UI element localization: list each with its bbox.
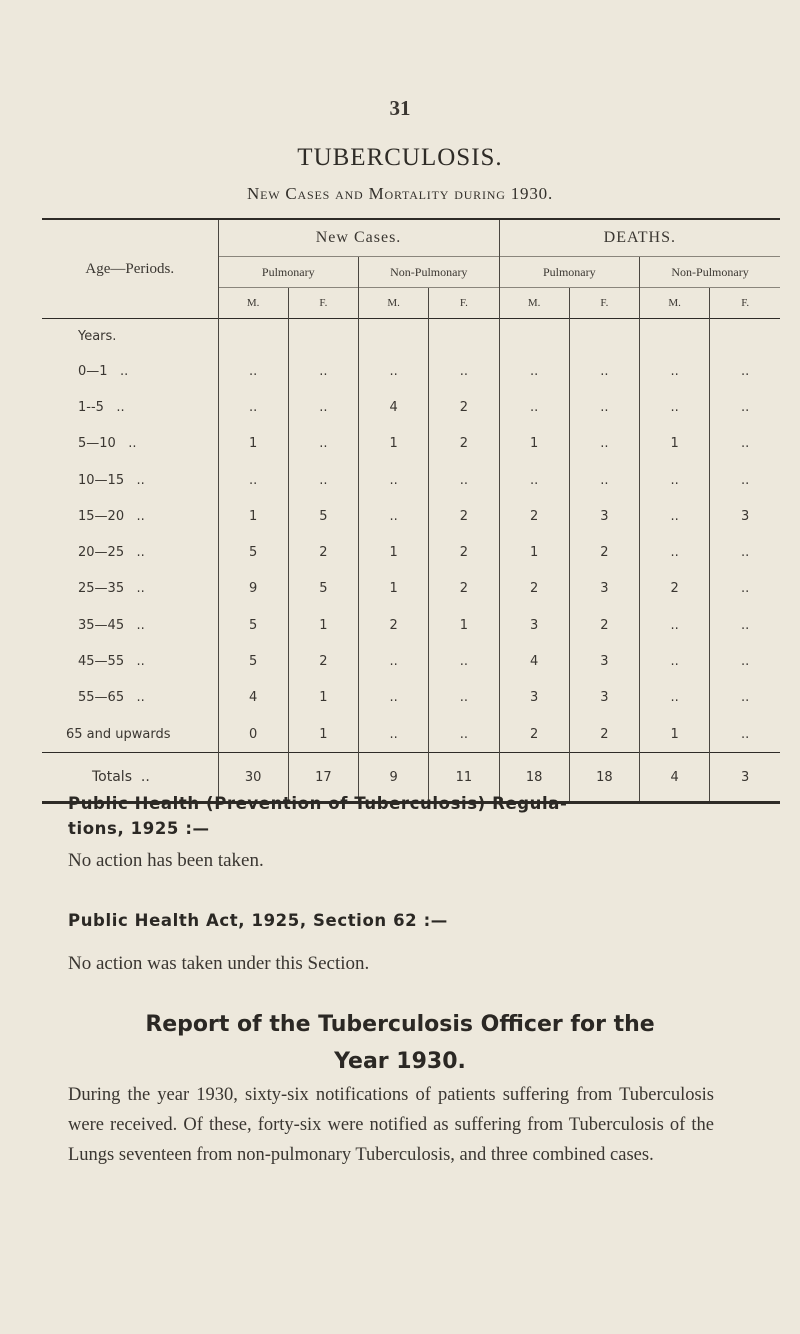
value-cell: 2 xyxy=(569,534,639,570)
sex-header: M. xyxy=(359,288,429,319)
value-cell: .. xyxy=(640,643,710,679)
value-cell: 2 xyxy=(429,534,499,570)
value-cell: .. xyxy=(569,426,639,462)
value-cell: 5 xyxy=(218,607,288,643)
table-row xyxy=(42,426,780,462)
new-cases-header: New Cases. xyxy=(218,219,499,257)
value-cell: 3 xyxy=(569,680,639,716)
value-cell: 2 xyxy=(499,498,569,534)
value-cell: 3 xyxy=(499,607,569,643)
value-cell: 2 xyxy=(429,426,499,462)
value-cell: 2 xyxy=(640,571,710,607)
value-cell: 4 xyxy=(218,680,288,716)
value-cell: .. xyxy=(710,353,780,389)
sex-header: F. xyxy=(429,288,499,319)
value-cell: .. xyxy=(288,353,358,389)
value-cell: 2 xyxy=(569,716,639,753)
value-cell: 1 xyxy=(499,534,569,570)
total-cell: 17 xyxy=(288,753,358,803)
table-row xyxy=(42,680,780,716)
value-cell: .. xyxy=(429,643,499,679)
value-cell: .. xyxy=(359,643,429,679)
value-cell: 2 xyxy=(288,643,358,679)
value-cell: .. xyxy=(710,389,780,425)
value-cell: 1 xyxy=(288,716,358,753)
age-period-cell: 1--5 .. xyxy=(78,399,125,415)
value-cell: .. xyxy=(499,353,569,389)
report-title: Report of the Tuberculosis Officer for the Year 1930. xyxy=(145,1012,655,1074)
deaths-header: DEATHS. xyxy=(499,219,780,257)
table-row xyxy=(42,498,780,534)
value-cell: 1 xyxy=(288,680,358,716)
value-cell: .. xyxy=(499,462,569,498)
value-cell: 2 xyxy=(429,571,499,607)
value-cell: 2 xyxy=(499,571,569,607)
total-cell: 11 xyxy=(429,753,499,803)
years-label: Years. xyxy=(42,319,218,354)
table-subtitle: New Cases and Mortality during 1930. xyxy=(247,184,553,203)
table-body xyxy=(42,319,780,753)
value-cell: .. xyxy=(710,716,780,753)
sex-header: M. xyxy=(499,288,569,319)
value-cell: .. xyxy=(218,353,288,389)
value-cell: .. xyxy=(710,534,780,570)
value-cell: .. xyxy=(640,534,710,570)
value-cell: .. xyxy=(640,498,710,534)
value-cell: .. xyxy=(288,462,358,498)
value-cell: 2 xyxy=(499,716,569,753)
age-period-cell: 10—15 .. xyxy=(78,472,145,488)
sex-header: F. xyxy=(569,288,639,319)
value-cell: .. xyxy=(499,389,569,425)
value-cell: 1 xyxy=(288,607,358,643)
value-cell: 2 xyxy=(569,607,639,643)
sex-header: M. xyxy=(640,288,710,319)
value-cell: .. xyxy=(710,571,780,607)
value-cell: .. xyxy=(429,353,499,389)
age-period-cell: 55—65 .. xyxy=(78,690,145,706)
age-period-cell: 65 and upwards xyxy=(66,726,171,742)
total-cell: 18 xyxy=(499,753,569,803)
value-cell: 3 xyxy=(569,498,639,534)
act-text: No action was taken under this Section. xyxy=(68,953,370,974)
value-cell: 3 xyxy=(710,498,780,534)
value-cell: .. xyxy=(359,353,429,389)
value-cell: .. xyxy=(569,353,639,389)
value-cell: 5 xyxy=(218,643,288,679)
value-cell: .. xyxy=(288,426,358,462)
subgroup-header: Non-Pulmonary xyxy=(359,257,500,288)
table-row xyxy=(42,353,780,389)
subgroup-header: Pulmonary xyxy=(218,257,359,288)
value-cell: 3 xyxy=(499,680,569,716)
years-row xyxy=(42,319,780,354)
value-cell: 1 xyxy=(359,426,429,462)
value-cell: .. xyxy=(569,462,639,498)
value-cell: .. xyxy=(640,389,710,425)
total-cell: 4 xyxy=(640,753,710,803)
value-cell: 1 xyxy=(429,607,499,643)
value-cell: .. xyxy=(218,462,288,498)
value-cell: 4 xyxy=(359,389,429,425)
table-row xyxy=(42,534,780,570)
value-cell: .. xyxy=(640,462,710,498)
value-cell: .. xyxy=(640,353,710,389)
age-period-cell: 25—35 .. xyxy=(78,581,145,597)
value-cell: 1 xyxy=(640,716,710,753)
value-cell: 2 xyxy=(288,534,358,570)
age-period-cell: 45—55 .. xyxy=(78,654,145,670)
value-cell: 1 xyxy=(359,534,429,570)
value-cell: 1 xyxy=(359,571,429,607)
sex-header: F. xyxy=(288,288,358,319)
table-row xyxy=(42,571,780,607)
value-cell: 9 xyxy=(218,571,288,607)
value-cell: .. xyxy=(710,643,780,679)
value-cell: 1 xyxy=(499,426,569,462)
value-cell: .. xyxy=(710,462,780,498)
value-cell: .. xyxy=(359,462,429,498)
value-cell: .. xyxy=(429,462,499,498)
age-period-cell: 15—20 .. xyxy=(78,508,145,524)
subgroup-header: Pulmonary xyxy=(499,257,640,288)
value-cell: .. xyxy=(569,389,639,425)
page-title: TUBERCULOSIS. xyxy=(297,144,503,171)
table-row xyxy=(42,389,780,425)
value-cell: .. xyxy=(710,426,780,462)
age-period-cell: 20—25 .. xyxy=(78,545,145,561)
value-cell: 5 xyxy=(218,534,288,570)
table-row xyxy=(42,462,780,498)
value-cell: 3 xyxy=(569,643,639,679)
regulations-heading: Public Health (Prevention of Tuberculosis) Regula- tions, 1925 :— xyxy=(68,794,568,838)
totals-label: Totals .. xyxy=(42,753,218,803)
value-cell: .. xyxy=(429,716,499,753)
report-body: During the year 1930, sixty-six notifications of patients suffering from Tuberculosis were received. Of these, forty-six were notified as suffering from Tuberculosis of the Lungs seventeen from non-pulmonary Tuberculosis, and three combined cases. xyxy=(68,1085,714,1165)
value-cell: 2 xyxy=(429,498,499,534)
age-period-cell: 5—10 .. xyxy=(78,436,137,452)
table-row xyxy=(42,716,780,753)
age-period-cell: 35—45 .. xyxy=(78,617,145,633)
table-row xyxy=(42,607,780,643)
regulations-text: No action has been taken. xyxy=(68,850,264,871)
sex-header: M. xyxy=(218,288,288,319)
value-cell: 1 xyxy=(218,426,288,462)
total-cell: 18 xyxy=(569,753,639,803)
subgroup-header: Non-Pulmonary xyxy=(640,257,781,288)
value-cell: 3 xyxy=(569,571,639,607)
value-cell: 1 xyxy=(640,426,710,462)
total-cell: 3 xyxy=(710,753,780,803)
tuberculosis-table-container xyxy=(42,218,780,804)
total-cell: 9 xyxy=(359,753,429,803)
value-cell: .. xyxy=(359,680,429,716)
value-cell: .. xyxy=(640,607,710,643)
value-cell: 2 xyxy=(429,389,499,425)
sex-header: F. xyxy=(710,288,780,319)
page-number: 31 xyxy=(389,96,411,120)
value-cell: .. xyxy=(359,716,429,753)
value-cell: .. xyxy=(710,680,780,716)
value-cell: .. xyxy=(218,389,288,425)
value-cell: .. xyxy=(429,680,499,716)
value-cell: 1 xyxy=(218,498,288,534)
table-row xyxy=(42,643,780,679)
tuberculosis-table xyxy=(42,218,780,804)
value-cell: .. xyxy=(710,607,780,643)
value-cell: .. xyxy=(359,498,429,534)
age-period-cell: 0—1 .. xyxy=(78,363,129,379)
value-cell: 2 xyxy=(359,607,429,643)
value-cell: 4 xyxy=(499,643,569,679)
act-heading: Public Health Act, 1925, Section 62 :— xyxy=(68,911,448,930)
value-cell: .. xyxy=(288,389,358,425)
total-cell: 30 xyxy=(218,753,288,803)
value-cell: 5 xyxy=(288,498,358,534)
age-periods-header: Age—Periods. xyxy=(85,260,175,277)
value-cell: .. xyxy=(640,680,710,716)
value-cell: 5 xyxy=(288,571,358,607)
value-cell: 0 xyxy=(218,716,288,753)
